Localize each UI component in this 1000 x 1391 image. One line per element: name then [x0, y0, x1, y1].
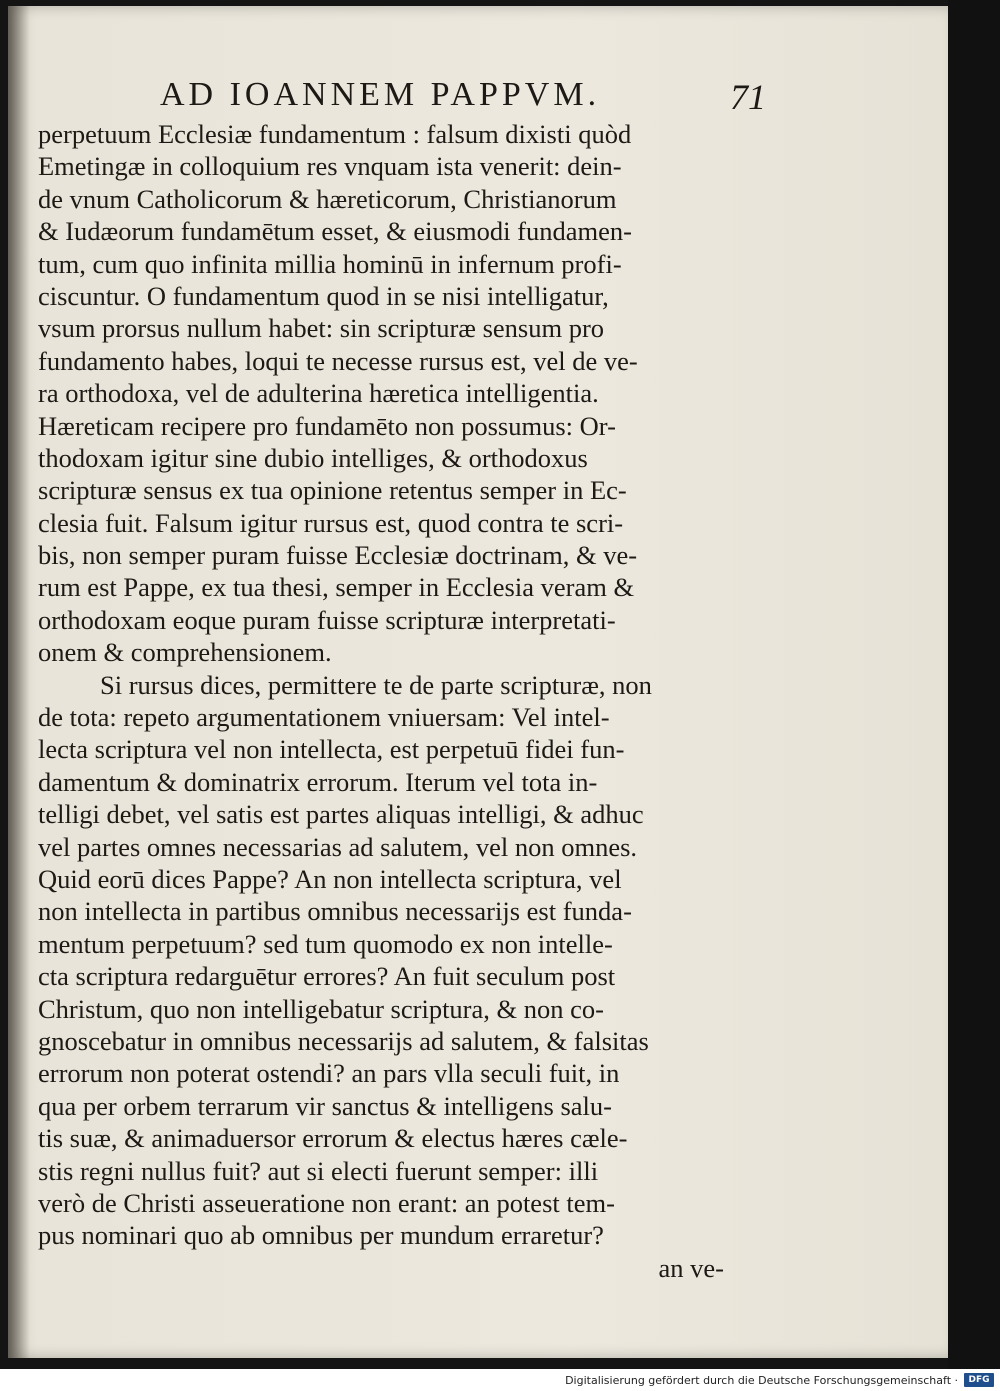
dfg-logo-icon: DFG: [964, 1373, 994, 1387]
page-number: 71: [730, 77, 766, 117]
scan-margin: [948, 0, 1000, 1369]
text-line: ra orthodoxa, vel de adulterina hæretica intelligentia.: [38, 378, 599, 409]
text-line: scripturæ sensus ex tua opinione retentus semper in Ec-: [38, 475, 627, 506]
text-line: qua per orbem terrarum vir sanctus & intelligens salu-: [38, 1090, 612, 1121]
text-line: tum, cum quo infinita millia hominū in infernum profi-: [38, 248, 622, 279]
spine-shadow: [8, 6, 30, 1358]
text-line: mentum perpetuum? sed tum quomodo ex non intelle-: [38, 928, 613, 959]
text-line: stis regni nullus fuit? aut si electi fuerunt semper: illi: [38, 1155, 599, 1186]
catchword: an ve-: [658, 1252, 724, 1283]
text-line: orthodoxam eoque puram fuisse scripturæ interpretati-: [38, 604, 616, 635]
text-line: de vnum Catholicorum & hæreticorum, Christianorum: [38, 183, 617, 214]
text-line: de tota: repeto argumentationem vniuersam: Vel intel-: [38, 702, 610, 733]
text-line: tis suæ, & animaduersor errorum & electus hæres cæle-: [38, 1123, 628, 1154]
digitization-footer: [0, 1369, 1000, 1391]
body-text: [38, 118, 728, 1284]
text-line: vel partes omnes necessarias ad salutem, vel non omnes.: [38, 831, 638, 862]
text-line: lecta scriptura vel non intellecta, est perpetuū fidei fun-: [38, 734, 625, 765]
text-line: cta scriptura redarguētur errores? An fuit seculum post: [38, 961, 616, 992]
text-line: thodoxam igitur sine dubio intelliges, & orthodoxus: [38, 442, 588, 473]
text-line: Emetingæ in colloquium res vnquam ista venerit: dein-: [38, 151, 622, 182]
text-line: verò de Christi asseueratione non erant: an potest tem-: [38, 1187, 615, 1218]
paragraph-start-line: Si rursus dices, permittere te de parte scripturæ, non: [100, 669, 652, 700]
running-title: AD IOANNEM PAPPVM.: [160, 76, 601, 113]
text-line: damentum & dominatrix errorum. Iterum vel tota in-: [38, 766, 598, 797]
text-line: perpetuum Ecclesiæ fundamentum : falsum dixisti quòd: [38, 119, 632, 149]
text-line: rum est Pappe, ex tua thesi, semper in Ecclesia veram &: [38, 572, 635, 603]
text-line: ciscuntur. O fundamentum quod in se nisi intelligatur,: [38, 280, 609, 311]
text-line: onem & comprehensionem.: [38, 637, 332, 668]
funding-credit: Digitalisierung gefördert durch die Deutsche Forschungsgemeinschaft ·: [565, 1373, 958, 1387]
text-line: Quid eorū dices Pappe? An non intellecta scriptura, vel: [38, 863, 622, 894]
text-line: & Iudæorum fundamētum esset, & eiusmodi fundamen-: [38, 216, 632, 247]
text-line: non intellecta in partibus omnibus necessarijs est funda-: [38, 896, 632, 927]
text-line: telligi debet, vel satis est partes aliquas intelligi, & adhuc: [38, 799, 644, 830]
text-line: errorum non poterat ostendi? an pars vlla seculi fuit, in: [38, 1058, 620, 1089]
text-line: gnoscebatur in omnibus necessarijs ad salutem, & falsitas: [38, 1025, 649, 1056]
text-line: bis, non semper puram fuisse Ecclesiæ doctrinam, & ve-: [38, 540, 638, 571]
text-line: fundamento habes, loqui te necesse rursus est, vel de ve-: [38, 345, 638, 376]
text-line: Hæreticam recipere pro fundamēto non possumus: Or-: [38, 410, 616, 441]
text-line: Christum, quo non intelligebatur scriptura, & non co-: [38, 993, 604, 1024]
text-line: vsum prorsus nullum habet: sin scripturæ sensum pro: [38, 313, 605, 344]
text-line: clesia fuit. Falsum igitur rursus est, quod contra te scri-: [38, 507, 624, 538]
text-line: pus nominari quo ab omnibus per mundum erraretur?: [38, 1220, 604, 1251]
